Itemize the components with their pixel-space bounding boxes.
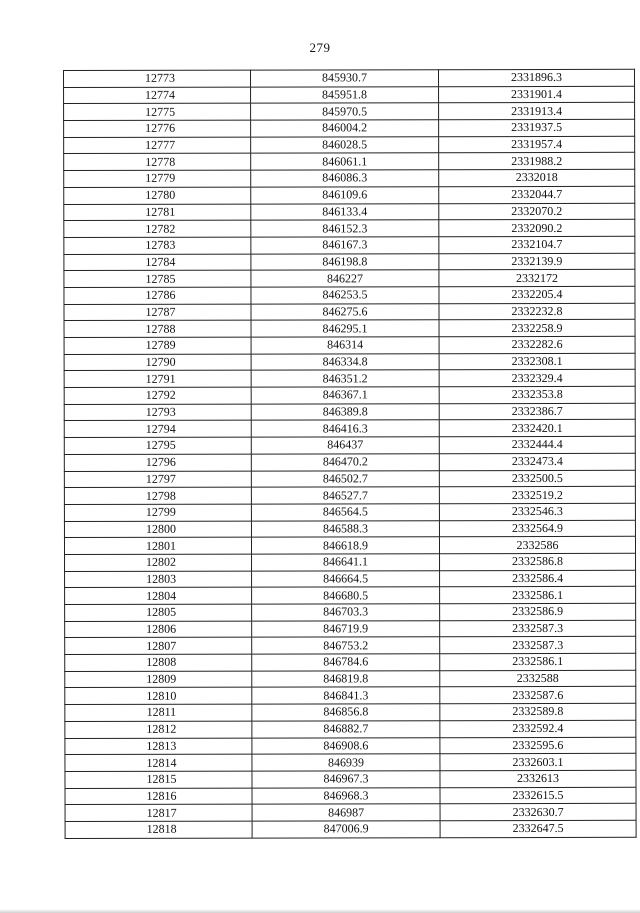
point-id-cell: 12795	[64, 437, 251, 454]
point-id-cell: 12779	[64, 170, 251, 187]
y-coordinate-cell: 2332586.9	[440, 603, 636, 620]
x-coordinate-cell: 846004.2	[251, 120, 439, 137]
y-coordinate-cell: 2332070.2	[439, 203, 635, 220]
y-coordinate-cell: 2332308.1	[439, 353, 635, 370]
y-coordinate-cell: 2332258.9	[439, 320, 635, 337]
table-row	[65, 787, 636, 805]
x-coordinate-cell: 846588.3	[251, 520, 439, 537]
y-coordinate-cell: 2332500.5	[439, 470, 635, 487]
x-coordinate-cell: 845951.8	[251, 86, 439, 103]
x-coordinate-cell: 846086.3	[251, 170, 439, 187]
table-row	[65, 703, 636, 721]
x-coordinate-cell: 845930.7	[251, 70, 439, 87]
table-row	[64, 420, 635, 438]
y-coordinate-cell: 2331901.4	[439, 86, 635, 103]
table-row	[64, 169, 635, 187]
x-coordinate-cell: 846939	[252, 754, 440, 771]
y-coordinate-cell: 2331957.4	[439, 136, 635, 153]
x-coordinate-cell: 846470.2	[251, 454, 439, 471]
y-coordinate-cell: 2332473.4	[439, 453, 635, 470]
table-row	[64, 320, 635, 338]
y-coordinate-cell: 2331896.3	[439, 69, 635, 86]
table-row	[64, 270, 635, 288]
x-coordinate-cell: 846819.8	[252, 670, 440, 687]
y-coordinate-cell: 2331913.4	[439, 103, 635, 120]
table-row	[65, 587, 636, 605]
y-coordinate-cell: 2332018	[439, 169, 635, 186]
point-id-cell: 12792	[64, 387, 251, 404]
table-body	[64, 69, 637, 838]
point-id-cell: 12803	[65, 571, 252, 588]
table-row	[65, 553, 636, 571]
table-row	[65, 620, 636, 638]
x-coordinate-cell: 846028.5	[251, 136, 439, 153]
point-id-cell: 12782	[64, 220, 251, 237]
y-coordinate-cell: 2332615.5	[440, 787, 636, 804]
y-coordinate-cell: 2332205.4	[439, 286, 635, 303]
x-coordinate-cell: 846152.3	[251, 220, 439, 237]
point-id-cell: 12787	[64, 304, 251, 321]
x-coordinate-cell: 846502.7	[251, 470, 439, 487]
y-coordinate-cell: 2332172	[439, 270, 635, 287]
x-coordinate-cell: 847006.9	[252, 821, 440, 838]
x-coordinate-cell: 846527.7	[251, 487, 439, 504]
table-row	[64, 353, 635, 371]
point-id-cell: 12804	[65, 587, 252, 604]
x-coordinate-cell: 846968.3	[252, 787, 440, 804]
coordinate-table	[63, 69, 637, 839]
point-id-cell: 12805	[65, 604, 252, 621]
table-row	[64, 119, 635, 137]
y-coordinate-cell: 2332592.4	[440, 720, 636, 737]
point-id-cell: 12813	[65, 738, 252, 755]
table-row	[64, 470, 635, 488]
y-coordinate-cell: 2332104.7	[439, 236, 635, 253]
table-row	[65, 804, 636, 822]
y-coordinate-cell: 2332386.7	[439, 403, 635, 420]
x-coordinate-cell: 846564.5	[251, 504, 439, 521]
table-row	[65, 670, 636, 688]
point-id-cell: 12818	[65, 821, 252, 838]
point-id-cell: 12776	[64, 120, 251, 137]
y-coordinate-cell: 2332587.3	[440, 637, 636, 654]
table-row	[64, 403, 635, 421]
table-row	[65, 820, 636, 838]
point-id-cell: 12788	[64, 320, 251, 337]
point-id-cell: 12799	[64, 504, 251, 521]
y-coordinate-cell: 2332587.3	[440, 620, 636, 637]
table-row	[64, 286, 635, 304]
x-coordinate-cell: 846167.3	[251, 237, 439, 254]
table-row	[65, 720, 636, 738]
point-id-cell: 12801	[64, 537, 251, 554]
x-coordinate-cell: 846061.1	[251, 153, 439, 170]
y-coordinate-cell: 2332139.9	[439, 253, 635, 270]
point-id-cell: 12786	[64, 287, 251, 304]
point-id-cell: 12816	[65, 788, 252, 805]
table-row	[64, 186, 635, 204]
point-id-cell: 12806	[65, 621, 252, 638]
point-id-cell: 12790	[64, 354, 251, 371]
x-coordinate-cell: 846133.4	[251, 203, 439, 220]
point-id-cell: 12810	[65, 688, 252, 705]
point-id-cell: 12777	[64, 137, 251, 154]
point-id-cell: 12797	[64, 471, 251, 488]
x-coordinate-cell: 846389.8	[251, 403, 439, 420]
y-coordinate-cell: 2332586	[439, 537, 635, 554]
point-id-cell: 12778	[64, 154, 251, 171]
point-id-cell: 12812	[65, 721, 252, 738]
x-coordinate-cell: 846967.3	[252, 771, 440, 788]
table-row	[64, 436, 635, 454]
y-coordinate-cell: 2332586.8	[440, 553, 636, 570]
x-coordinate-cell: 846882.7	[252, 721, 440, 738]
x-coordinate-cell: 846275.6	[251, 303, 439, 320]
table-row	[65, 637, 636, 655]
x-coordinate-cell: 846295.1	[251, 320, 439, 337]
y-coordinate-cell: 2332647.5	[440, 820, 636, 837]
table-row	[65, 570, 636, 588]
x-coordinate-cell: 846987	[252, 804, 440, 821]
y-coordinate-cell: 2332329.4	[439, 370, 635, 387]
table-row	[64, 253, 635, 271]
table-row	[64, 453, 635, 471]
y-coordinate-cell: 2332603.1	[440, 753, 636, 770]
table-row	[64, 236, 635, 254]
y-coordinate-cell: 2332282.6	[439, 336, 635, 353]
point-id-cell: 12802	[65, 554, 252, 571]
table-row	[65, 770, 636, 788]
point-id-cell: 12798	[64, 487, 251, 504]
table-row	[64, 153, 635, 171]
x-coordinate-cell: 846437	[251, 437, 439, 454]
x-coordinate-cell: 845970.5	[251, 103, 439, 120]
y-coordinate-cell: 2332444.4	[439, 436, 635, 453]
table-row	[65, 603, 636, 621]
x-coordinate-cell: 846680.5	[252, 587, 440, 604]
point-id-cell: 12817	[65, 804, 252, 821]
table-row	[64, 520, 635, 538]
table-row	[64, 537, 635, 555]
x-coordinate-cell: 846908.6	[252, 737, 440, 754]
page-number: 279	[309, 40, 331, 55]
y-coordinate-cell: 2332588	[440, 670, 636, 687]
y-coordinate-cell: 2332232.8	[439, 303, 635, 320]
y-coordinate-cell: 2332420.1	[439, 420, 635, 437]
x-coordinate-cell: 846856.8	[252, 704, 440, 721]
y-coordinate-cell: 2332589.8	[440, 703, 636, 720]
table-row	[64, 69, 635, 87]
y-coordinate-cell: 2332090.2	[439, 219, 635, 236]
point-id-cell: 12780	[64, 187, 251, 204]
table-row	[64, 336, 635, 354]
y-coordinate-cell: 2331937.5	[439, 119, 635, 136]
x-coordinate-cell: 846314	[251, 337, 439, 354]
x-coordinate-cell: 846334.8	[251, 353, 439, 370]
point-id-cell: 12775	[64, 103, 251, 120]
table-row	[64, 503, 635, 521]
table-row	[64, 486, 635, 504]
table-row	[64, 103, 635, 121]
y-coordinate-cell: 2332613	[440, 770, 636, 787]
table-row	[64, 203, 635, 221]
x-coordinate-cell: 846109.6	[251, 187, 439, 204]
point-id-cell: 12815	[65, 771, 252, 788]
point-id-cell: 12809	[65, 671, 252, 688]
table-row	[65, 653, 636, 671]
point-id-cell: 12811	[65, 704, 252, 721]
x-coordinate-cell: 846841.3	[252, 687, 440, 704]
x-coordinate-cell: 846703.3	[252, 604, 440, 621]
y-coordinate-cell: 2332586.4	[440, 570, 636, 587]
table-row	[65, 737, 636, 755]
y-coordinate-cell: 2332564.9	[439, 520, 635, 537]
table-row	[64, 86, 635, 104]
point-id-cell: 12781	[64, 204, 251, 221]
table-row	[64, 370, 635, 388]
point-id-cell: 12785	[64, 270, 251, 287]
table-row	[64, 136, 635, 154]
point-id-cell: 12793	[64, 404, 251, 421]
x-coordinate-cell: 846753.2	[252, 637, 440, 654]
point-id-cell: 12791	[64, 370, 251, 387]
point-id-cell: 12796	[64, 454, 251, 471]
scan-edge-shadow	[0, 909, 640, 913]
point-id-cell: 12808	[65, 654, 252, 671]
y-coordinate-cell: 2332353.8	[439, 386, 635, 403]
table-row	[64, 386, 635, 404]
table-row	[65, 753, 636, 771]
x-coordinate-cell: 846367.1	[251, 387, 439, 404]
point-id-cell: 12784	[64, 254, 251, 271]
point-id-cell: 12800	[64, 521, 251, 538]
point-id-cell: 12774	[64, 87, 251, 104]
point-id-cell: 12773	[64, 70, 251, 87]
point-id-cell: 12807	[65, 637, 252, 654]
x-coordinate-cell: 846784.6	[252, 654, 440, 671]
x-coordinate-cell: 846351.2	[251, 370, 439, 387]
y-coordinate-cell: 2332595.6	[440, 737, 636, 754]
y-coordinate-cell: 2332519.2	[439, 486, 635, 503]
point-id-cell: 12789	[64, 337, 251, 354]
x-coordinate-cell: 846198.8	[251, 253, 439, 270]
point-id-cell: 12794	[64, 421, 251, 438]
point-id-cell: 12814	[65, 754, 252, 771]
x-coordinate-cell: 846227	[251, 270, 439, 287]
table-row	[64, 303, 635, 321]
y-coordinate-cell: 2332587.6	[440, 687, 636, 704]
x-coordinate-cell: 846641.1	[252, 554, 440, 571]
y-coordinate-cell: 2332044.7	[439, 186, 635, 203]
table-row	[65, 687, 636, 705]
y-coordinate-cell: 2332546.3	[439, 503, 635, 520]
y-coordinate-cell: 2331988.2	[439, 153, 635, 170]
y-coordinate-cell: 2332586.1	[440, 587, 636, 604]
x-coordinate-cell: 846253.5	[251, 287, 439, 304]
x-coordinate-cell: 846719.9	[252, 620, 440, 637]
y-coordinate-cell: 2332630.7	[440, 804, 636, 821]
x-coordinate-cell: 846618.9	[251, 537, 439, 554]
point-id-cell: 12783	[64, 237, 251, 254]
y-coordinate-cell: 2332586.1	[440, 653, 636, 670]
table-row	[64, 219, 635, 237]
x-coordinate-cell: 846664.5	[252, 570, 440, 587]
x-coordinate-cell: 846416.3	[251, 420, 439, 437]
